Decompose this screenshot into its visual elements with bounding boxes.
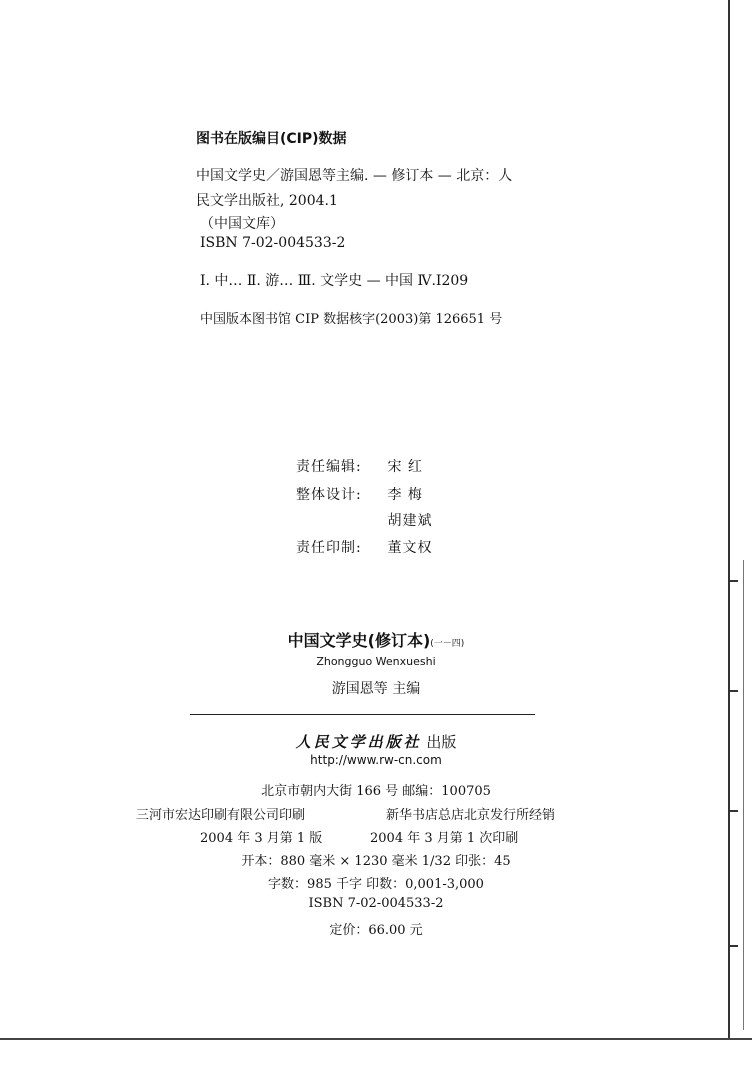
book-pinyin: Zhongguo Wenxueshi — [316, 655, 436, 668]
colophon-counts: 字数：985 千字 印数：0,001-3,000 — [268, 877, 484, 892]
cip-catalog-number: 中国版本图书馆 CIP 数据核字(2003)第 126651 号 — [200, 312, 503, 327]
credit-row — [296, 456, 423, 476]
colophon-isbn: ISBN 7-02-004533-2 — [308, 896, 444, 911]
colophon-distributor: 新华书店总店北京发行所经销 — [386, 808, 556, 823]
colophon-address: 北京市朝内大街 166 号 邮编：100705 — [261, 784, 491, 799]
colophon-printing: 2004 年 3 月第 1 次印刷 — [370, 831, 519, 846]
credit-value: 胡建斌 — [387, 513, 433, 529]
book-volumes: (一－四) — [430, 639, 465, 649]
credit-value: 董文权 — [387, 540, 433, 556]
page-edge-line — [728, 0, 730, 1040]
page-edge-line — [743, 560, 744, 1030]
publisher-logo: 人民文学出版社 — [295, 733, 422, 751]
colophon-edition: 2004 年 3 月第 1 版 — [200, 831, 323, 846]
credit-label: 责任印制: — [296, 540, 362, 556]
page-bottom-edge — [0, 1038, 752, 1040]
book-title — [0, 628, 752, 651]
credit-row — [296, 484, 423, 504]
cip-line-2: 民文学出版社, 2004.1 — [196, 193, 338, 209]
credit-label: 责任编辑: — [296, 459, 362, 475]
publisher-line — [0, 731, 752, 752]
publisher-suffix: 出版 — [426, 733, 457, 751]
divider-rule — [190, 714, 535, 715]
cip-line-3: （中国文库） — [200, 216, 284, 232]
credit-row — [296, 510, 432, 530]
book-title-text: 中国文学史(修订本) — [287, 631, 431, 650]
cip-isbn: ISBN 7-02-004533-2 — [200, 235, 346, 251]
cip-line-1: 中国文学史／游国恩等主编. — 修订本 — 北京：人 — [196, 168, 513, 184]
colophon-price: 定价：66.00 元 — [329, 923, 423, 938]
book-editor: 游国恩等 主编 — [331, 681, 421, 697]
edge-tick — [730, 580, 738, 582]
credit-label: 整体设计: — [296, 487, 362, 503]
cip-classification: Ⅰ. 中… Ⅱ. 游… Ⅲ. 文学史 — 中国 Ⅳ.I209 — [200, 273, 469, 289]
credit-value: 宋 红 — [387, 459, 423, 475]
colophon-printer: 三河市宏达印刷有限公司印刷 — [136, 808, 306, 823]
publisher-url: http://www.rw-cn.com — [310, 753, 442, 767]
colophon-format: 开本：880 毫米 × 1230 毫米 1/32 印张：45 — [241, 854, 511, 869]
cip-heading: 图书在版编目(CIP)数据 — [196, 131, 347, 147]
credit-row — [296, 537, 432, 557]
credit-value: 李 梅 — [387, 487, 423, 503]
edge-tick — [730, 810, 738, 812]
edge-tick — [730, 690, 738, 692]
edge-tick — [730, 945, 738, 947]
